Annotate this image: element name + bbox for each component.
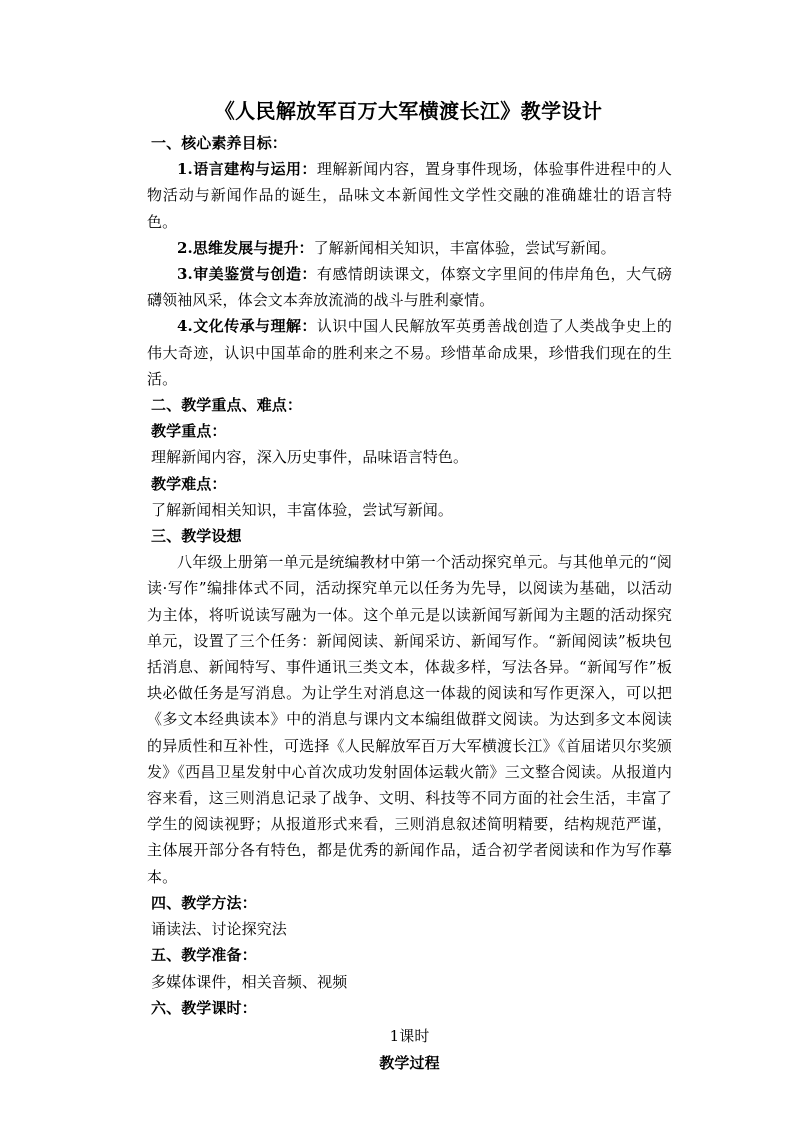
goal-label-3: 3.审美鉴赏与创造：: [177, 265, 317, 284]
preparation-text: 多媒体课件，相关音频、视频: [151, 972, 348, 991]
goal-text-2: 了解新闻相关知识，丰富体验，尝试写新闻。: [313, 238, 616, 257]
document-title: 《人民解放军百万大军横渡长江》教学设计: [214, 99, 603, 123]
goal-paragraph-3: [147, 261, 672, 313]
goal-text-4: 认识中国人民解放军英勇善战创造了人类战争史上的伟大奇迹，认识中国革命的胜利来之不易。珍惜革命成果，珍惜我们现在的生活。: [147, 317, 672, 388]
section-heading-methods: 四、教学方法：: [151, 893, 257, 912]
section-heading-goals: 一、核心素养目标：: [151, 134, 287, 152]
goal-paragraph-2: [147, 235, 672, 261]
section-heading-periods: 六、教学课时：: [151, 998, 257, 1017]
periods-text: 1课时: [389, 1026, 430, 1045]
section-heading-key-points: 二、教学重点、难点：: [151, 396, 303, 415]
goal-label-1: 1.语言建构与运用：: [177, 160, 317, 179]
process-heading: 教学过程: [379, 1054, 440, 1073]
goal-text-1: 理解新闻内容，置身事件现场，体验事件进程中的人物活动与新闻作品的诞生，品味文本新闻性文学性交融的准确雄壮的语言特色。: [147, 160, 672, 231]
teaching-focus-text: 理解新闻内容，深入历史事件，品味语言特色。: [151, 448, 469, 467]
methods-text: 诵读法、讨论探究法: [151, 920, 287, 939]
goal-label-4: 4.文化传承与理解：: [177, 317, 317, 336]
concept-paragraph: 八年级上册第一单元是统编教材中第一个活动探究单元。与其他单元的“阅读·写作”编排体式不同，活动探究单元以任务为先导，以阅读为基础，以活动为主体，将听说读写融为一体。这个单元是以读新闻写新闻为主题的活动探究单元，设置了三个任务：新闻阅读、新闻采访、新闻写作。“新闻阅读”板块包括消息、新闻特写、事件通讯三类文本，体裁多样，写法各异。“新闻写作”板块必做任务是写消息。为让学生对消息这一体裁的阅读和写作更深入，可以把《多文本经典读本》中的消息与课内文本编组做群文阅读。为达到多文本阅读的异质性和互补性，可选择《人民解放军百万大军横渡长江》《首届诺贝尔奖颁发》《西昌卫星发射中心首次成功发射固体运载火箭》三文整合阅读。从报道内容来看，这三则消息记录了战争、文明、科技等不同方面的社会生活，丰富了学生的阅读视野；从报道形式来看，三则消息叙述简明精要，结构规范严谨，主体展开部分各有特色，都是优秀的新闻作品，适合初学者阅读和作为写作摹本。: [147, 553, 672, 886]
section-heading-preparation: 五、教学准备：: [151, 946, 257, 965]
teaching-focus-label: 教学重点：: [151, 422, 227, 441]
goal-text-3: 有感情朗读课文，体察文字里间的伟岸角色，大气磅礴领袖风采，体会文本奔放流淌的战斗与胜利豪情。: [147, 265, 672, 310]
document-body: [147, 96, 672, 1076]
goal-paragraph-1: [147, 156, 672, 235]
goal-label-2: 2.思维发展与提升：: [177, 238, 314, 257]
section-heading-concept: 三、教学设想: [151, 527, 242, 546]
teaching-difficulty-label: 教学难点：: [151, 474, 227, 493]
teaching-difficulty-text: 了解新闻相关知识，丰富体验，尝试写新闻。: [151, 500, 454, 519]
goal-paragraph-4: [147, 313, 672, 392]
